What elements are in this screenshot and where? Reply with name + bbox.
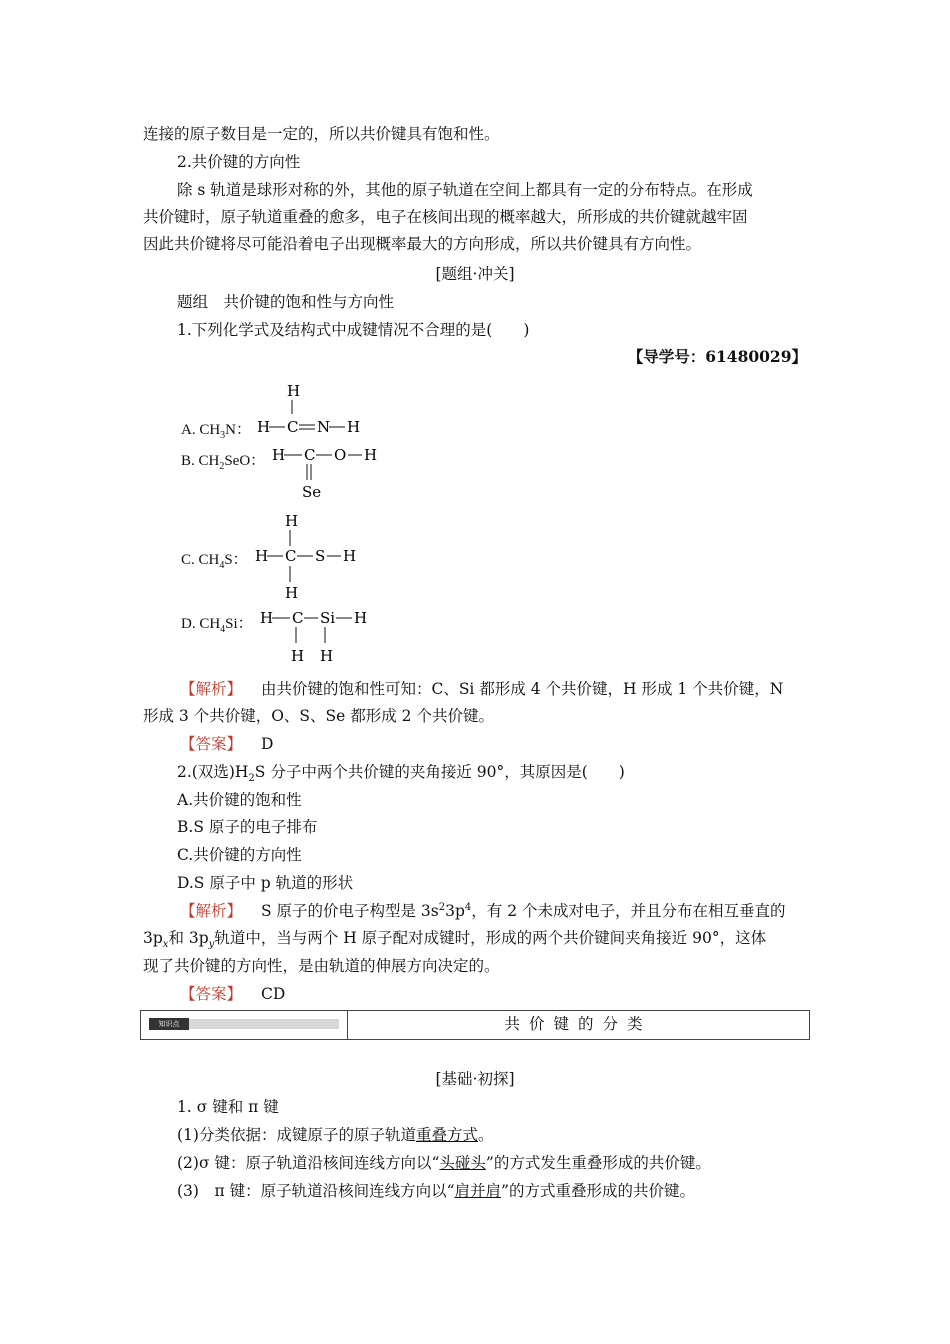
svg-text:H: H xyxy=(354,609,368,627)
explanation-2-cont: $3p_x$和 $3p_y$轨道中，当与两个 H 原子配对成键时，形成的两个共价键间夹角接近 90°，这体 xyxy=(143,929,767,951)
q2-option-c: C.共价键的方向性 xyxy=(177,846,302,864)
svg-text:Se: Se xyxy=(302,483,322,501)
question-group-title: 题组 共价键的饱和性与方向性 xyxy=(177,293,395,311)
svg-text:C: C xyxy=(304,446,316,464)
svg-text:H: H xyxy=(285,584,299,602)
sigma-pi-heading: 1. σ 键和 π 键 xyxy=(177,1098,279,1116)
banner-chip: 知识点 xyxy=(149,1018,189,1030)
option-b-structure xyxy=(270,442,390,504)
option-d-structure xyxy=(258,605,378,667)
option-d-formula: D. $CH_4Si$： xyxy=(181,616,253,635)
question-2: 2.(双选)$H_2S$ 分子中两个共价键的夹角接近 90°，其原因是( ) xyxy=(177,763,625,785)
q2-option-d: D.S 原子中 p 轨道的形状 xyxy=(177,874,354,892)
paragraph-line: 共价键时，原子轨道重叠的愈多，电子在核间出现的概率越大，所形成的共价键就越牢固 xyxy=(143,208,748,226)
explanation-1-cont: 形成 3 个共价键，O、S、Se 都形成 2 个共价键。 xyxy=(143,707,494,725)
q2-option-b: B.S 原子的电子排布 xyxy=(177,818,318,836)
sigma-bond-definition: (2)σ 键：原子轨道沿核间连线方向以“头碰头”的方式发生重叠形成的共价键。 xyxy=(177,1154,711,1172)
svg-text:H: H xyxy=(255,547,269,565)
option-c-structure xyxy=(253,510,373,605)
option-a-structure xyxy=(255,378,375,438)
svg-text:H: H xyxy=(320,647,334,665)
section-title: [题组·冲关] xyxy=(435,265,515,283)
svg-text:O: O xyxy=(334,446,347,464)
guide-number: 【导学号：61480029】 xyxy=(627,347,807,366)
answer-1: 【答案】 D xyxy=(180,735,274,753)
option-a-formula: A. $CH_3N$： xyxy=(181,422,252,441)
svg-text:C: C xyxy=(285,547,297,565)
explanation-2: 【解析】 S 原子的价电子构型是 $3s^23p^4$，有 2 个未成对电子，并且分布在相互垂直的 xyxy=(180,901,786,920)
classification-basis: (1)分类依据：成键原子的原子轨道重叠方式。 xyxy=(177,1126,494,1144)
svg-text:N: N xyxy=(317,418,331,436)
option-b-formula: B. $CH_2SeO$： xyxy=(181,453,266,472)
section-title: [基础·初探] xyxy=(435,1070,515,1088)
svg-text:H: H xyxy=(343,547,357,565)
paragraph-line: 除 s 轨道是球形对称的外，其他的原子轨道在空间上都具有一定的分布特点。在形成 xyxy=(177,181,753,199)
answer-tag: 【答案】 xyxy=(180,735,243,753)
svg-text:H: H xyxy=(257,418,271,436)
explanation-2-cont: 现了共价键的方向性，是由轨道的伸展方向决定的。 xyxy=(143,957,500,975)
explanation-1: 【解析】 由共价键的饱和性可知：C、Si 都形成 4 个共价键，H 形成 1 个共价键，N xyxy=(180,680,784,698)
q2-option-a: A.共价键的饱和性 xyxy=(177,791,302,809)
svg-text:C: C xyxy=(292,609,304,627)
svg-text:H: H xyxy=(272,446,286,464)
svg-text:H: H xyxy=(287,382,301,400)
svg-text:C: C xyxy=(287,418,299,436)
svg-text:H: H xyxy=(291,647,305,665)
option-c-formula: C. $CH_4S$： xyxy=(181,552,248,571)
paragraph-line: 因此共价键将尽可能沿着电子出现概率最大的方向形成，所以共价键具有方向性。 xyxy=(143,235,702,253)
svg-text:H: H xyxy=(285,512,299,530)
knowledge-point-banner xyxy=(140,1010,810,1040)
svg-text:H: H xyxy=(260,609,274,627)
svg-text:H: H xyxy=(364,446,378,464)
pi-bond-definition: (3) π 键：原子轨道沿核间连线方向以“肩并肩”的方式重叠形成的共价键。 xyxy=(177,1182,695,1200)
svg-text:Si: Si xyxy=(320,609,336,627)
answer-2: 【答案】 CD xyxy=(180,985,286,1003)
heading-directionality: 2.共价键的方向性 xyxy=(177,153,301,171)
banner-decoration xyxy=(141,1011,348,1039)
paragraph-saturation: 连接的原子数目是一定的，所以共价键具有饱和性。 xyxy=(143,125,500,143)
svg-text:S: S xyxy=(315,547,326,565)
question-1: 1.下列化学式及结构式中成键情况不合理的是( ) xyxy=(177,321,530,339)
svg-text:H: H xyxy=(347,418,361,436)
banner-title: 共价键的分类 xyxy=(504,1015,652,1033)
explanation-tag: 【解析】 xyxy=(180,680,243,698)
